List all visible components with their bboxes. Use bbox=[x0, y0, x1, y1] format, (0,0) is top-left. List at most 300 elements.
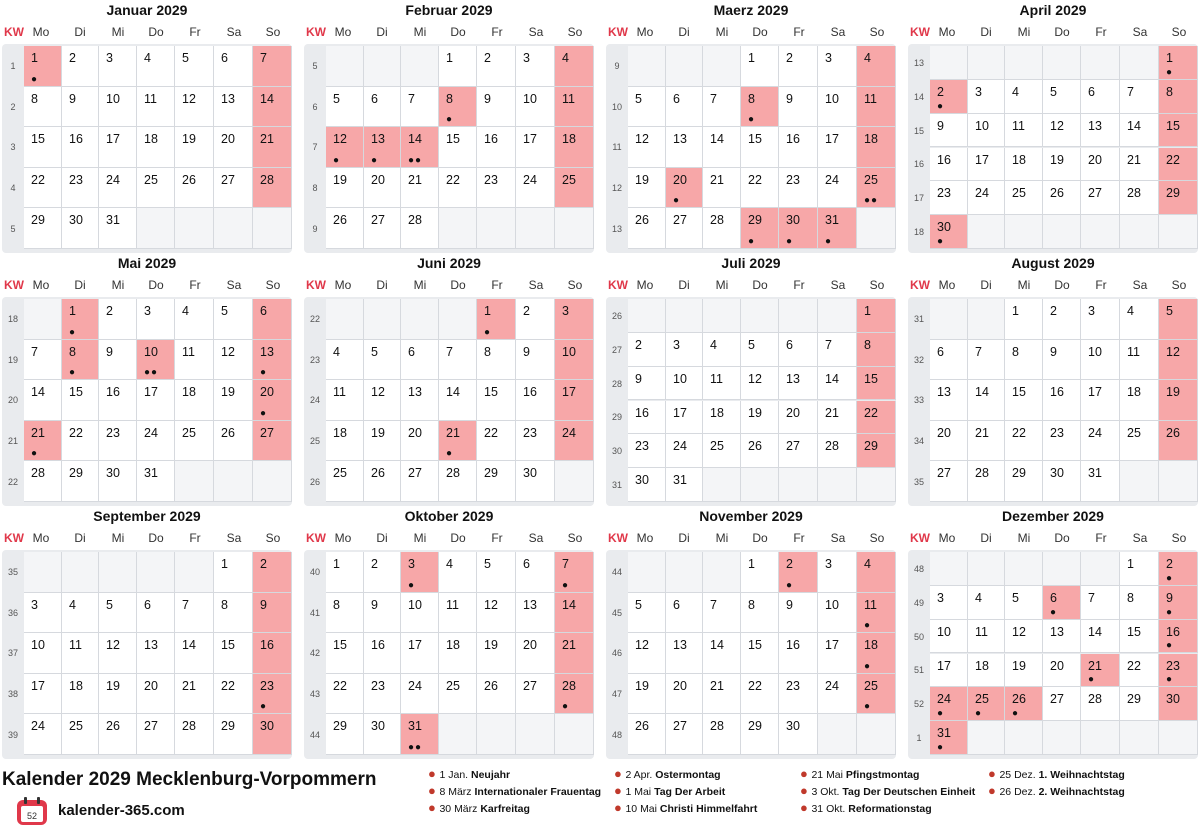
day-cell bbox=[1043, 80, 1081, 114]
weekday-header: Fr bbox=[491, 278, 503, 292]
day-number: 23 bbox=[786, 172, 800, 187]
empty-cell bbox=[779, 299, 818, 333]
week-number: 5 bbox=[10, 223, 16, 234]
day-number: 22 bbox=[221, 678, 235, 693]
day-number: 5 bbox=[182, 51, 189, 65]
day-cell bbox=[253, 87, 292, 128]
day-number: 5 bbox=[106, 597, 113, 612]
day-number: 31 bbox=[106, 213, 120, 228]
day-number: 16 bbox=[371, 638, 385, 653]
day-number: 16 bbox=[69, 132, 83, 147]
day-cell bbox=[477, 168, 516, 209]
empty-cell bbox=[968, 46, 1005, 80]
week-number-header: KW bbox=[910, 531, 930, 545]
day-number: 6 bbox=[260, 304, 267, 318]
week-number: 12 bbox=[611, 183, 622, 194]
weekday-header: Sa bbox=[1132, 278, 1148, 292]
day-cell bbox=[99, 461, 137, 502]
day-cell bbox=[62, 340, 99, 381]
day-cell bbox=[62, 208, 99, 249]
day-number: 1 bbox=[1166, 51, 1173, 65]
empty-cell bbox=[477, 714, 516, 755]
day-cell bbox=[1043, 461, 1081, 502]
day-cell bbox=[555, 299, 594, 340]
day-number: 18 bbox=[144, 132, 158, 147]
day-cell bbox=[555, 87, 594, 128]
day-number: 23 bbox=[1050, 425, 1064, 440]
empty-cell bbox=[968, 721, 1005, 755]
week-number: 51 bbox=[913, 665, 924, 676]
day-cell bbox=[1159, 114, 1198, 148]
day-number: 17 bbox=[937, 658, 951, 673]
day-number: 18 bbox=[333, 425, 347, 440]
day-cell bbox=[741, 714, 779, 755]
day-cell bbox=[1081, 461, 1120, 502]
holiday-item bbox=[428, 767, 510, 782]
week-number: 2 bbox=[10, 101, 16, 112]
day-cell bbox=[1005, 620, 1043, 654]
day-number: 1 bbox=[484, 304, 491, 318]
day-cell bbox=[253, 674, 292, 715]
weekday-header: Mi bbox=[111, 531, 125, 545]
day-number: 16 bbox=[523, 385, 537, 400]
weekday-header: So bbox=[265, 278, 281, 292]
week-number: 34 bbox=[913, 436, 924, 447]
day-cell bbox=[401, 208, 439, 249]
day-number: 1 bbox=[446, 51, 453, 65]
month-grid bbox=[606, 297, 896, 506]
day-cell bbox=[1043, 687, 1081, 721]
day-cell bbox=[666, 714, 703, 755]
day-number: 14 bbox=[975, 385, 989, 400]
week-number: 6 bbox=[312, 101, 318, 112]
day-number: 17 bbox=[523, 132, 537, 147]
day-cell bbox=[818, 367, 857, 401]
weekday-header: So bbox=[567, 25, 583, 39]
day-number: 5 bbox=[1012, 590, 1019, 605]
bullet-icon: ● bbox=[800, 800, 812, 815]
empty-cell bbox=[214, 208, 253, 249]
weekday-header: Di bbox=[376, 531, 388, 545]
day-cell bbox=[1043, 181, 1081, 215]
day-cell bbox=[741, 127, 779, 168]
day-cell bbox=[439, 674, 477, 715]
day-number: 15 bbox=[484, 385, 498, 400]
holiday-name: Tag Der Deutschen Einheit bbox=[842, 786, 976, 798]
day-cell bbox=[930, 620, 968, 654]
day-number: 15 bbox=[748, 132, 762, 147]
empty-cell bbox=[818, 468, 857, 502]
weekday-header: So bbox=[567, 278, 583, 292]
day-cell bbox=[24, 421, 62, 462]
day-cell bbox=[477, 380, 516, 421]
empty-cell bbox=[628, 46, 666, 87]
holiday-item bbox=[614, 767, 721, 782]
day-number: 29 bbox=[333, 719, 347, 734]
day-number: 7 bbox=[260, 51, 267, 65]
day-number: 11 bbox=[333, 385, 346, 400]
day-cell bbox=[401, 127, 439, 168]
day-number: 11 bbox=[446, 597, 459, 612]
day-cell bbox=[24, 674, 62, 715]
day-number: 31 bbox=[937, 726, 951, 741]
empty-cell bbox=[175, 461, 214, 502]
day-number: 8 bbox=[484, 344, 491, 359]
day-number: 3 bbox=[1088, 304, 1095, 318]
day-number: 22 bbox=[1012, 425, 1026, 440]
day-cell bbox=[99, 714, 137, 755]
day-number: 6 bbox=[786, 337, 793, 352]
calendar-icon bbox=[16, 796, 48, 826]
day-number: 9 bbox=[523, 344, 530, 359]
weekday-header: Mi bbox=[715, 25, 729, 39]
day-number: 7 bbox=[1088, 590, 1095, 605]
day-cell bbox=[137, 299, 175, 340]
day-number: 20 bbox=[144, 678, 158, 693]
day-cell bbox=[62, 87, 99, 128]
day-cell bbox=[326, 208, 364, 249]
weekday-header: Mi bbox=[1017, 25, 1031, 39]
day-number: 28 bbox=[260, 172, 274, 187]
empty-cell bbox=[555, 461, 594, 502]
day-number: 23 bbox=[523, 425, 537, 440]
day-number: 25 bbox=[182, 425, 196, 440]
week-number-header: KW bbox=[608, 531, 628, 545]
day-number: 14 bbox=[260, 91, 274, 106]
day-number: 20 bbox=[673, 678, 687, 693]
empty-cell bbox=[1159, 721, 1198, 755]
day-number: 21 bbox=[446, 425, 460, 440]
day-number: 19 bbox=[635, 172, 649, 187]
day-cell bbox=[666, 434, 703, 468]
day-cell bbox=[24, 168, 62, 209]
day-number: 14 bbox=[1127, 118, 1141, 133]
empty-cell bbox=[741, 468, 779, 502]
day-number: 13 bbox=[1088, 118, 1102, 133]
day-number: 21 bbox=[975, 425, 989, 440]
day-cell bbox=[857, 633, 896, 674]
day-cell bbox=[326, 87, 364, 128]
day-cell bbox=[1120, 620, 1159, 654]
day-cell bbox=[818, 633, 857, 674]
day-cell bbox=[439, 87, 477, 128]
day-number: 8 bbox=[748, 91, 755, 106]
weekday-header: Sa bbox=[830, 531, 846, 545]
day-number: 25 bbox=[975, 692, 989, 707]
empty-cell bbox=[253, 208, 292, 249]
holiday-marker-icon: ● bbox=[260, 367, 268, 379]
day-number: 20 bbox=[673, 172, 687, 187]
day-number: 24 bbox=[673, 439, 687, 454]
holiday-item bbox=[428, 801, 530, 816]
holiday-name: Reformationstag bbox=[848, 803, 932, 815]
day-number: 23 bbox=[260, 678, 274, 693]
day-number: 10 bbox=[975, 118, 989, 133]
week-number: 25 bbox=[309, 436, 320, 447]
day-cell bbox=[1081, 380, 1120, 421]
day-cell bbox=[175, 87, 214, 128]
week-number-header: KW bbox=[910, 278, 930, 292]
day-number: 27 bbox=[937, 466, 951, 481]
day-number: 7 bbox=[408, 91, 415, 106]
day-cell bbox=[364, 593, 401, 634]
month-title: September 2029 bbox=[93, 508, 201, 524]
day-number: 2 bbox=[69, 51, 76, 65]
day-cell bbox=[1159, 46, 1198, 80]
day-number: 6 bbox=[523, 557, 530, 571]
day-cell bbox=[214, 714, 253, 755]
day-cell bbox=[555, 380, 594, 421]
day-cell bbox=[779, 46, 818, 87]
day-number: 2 bbox=[371, 557, 378, 571]
empty-cell bbox=[1043, 721, 1081, 755]
holiday-item bbox=[988, 784, 1125, 799]
day-number: 28 bbox=[1088, 692, 1102, 707]
day-number: 25 bbox=[69, 719, 83, 734]
day-number: 16 bbox=[1166, 624, 1180, 639]
day-cell bbox=[779, 714, 818, 755]
week-number: 26 bbox=[309, 476, 320, 487]
week-number: 39 bbox=[7, 729, 18, 740]
month-title: November 2029 bbox=[699, 508, 803, 524]
day-cell bbox=[214, 380, 253, 421]
empty-cell bbox=[175, 208, 214, 249]
site-link[interactable]: kalender-365.com bbox=[58, 802, 185, 819]
day-cell bbox=[326, 127, 364, 168]
day-cell bbox=[818, 593, 857, 634]
empty-cell bbox=[1159, 461, 1198, 502]
day-number: 30 bbox=[106, 466, 120, 481]
holiday-date: 25 Dez. bbox=[999, 769, 1036, 781]
weekday-header: Mo bbox=[32, 278, 50, 292]
day-cell bbox=[175, 674, 214, 715]
day-cell bbox=[364, 127, 401, 168]
week-number: 48 bbox=[611, 729, 622, 740]
month-calendar bbox=[606, 0, 896, 253]
day-number: 10 bbox=[523, 91, 537, 106]
weekday-header: Mo bbox=[334, 278, 352, 292]
week-number: 19 bbox=[7, 354, 18, 365]
day-number: 8 bbox=[864, 337, 871, 352]
month-calendar bbox=[304, 253, 594, 506]
day-number: 16 bbox=[1050, 385, 1064, 400]
day-cell bbox=[628, 633, 666, 674]
day-number: 3 bbox=[523, 51, 530, 65]
day-number: 6 bbox=[1050, 590, 1057, 605]
day-number: 21 bbox=[260, 132, 274, 147]
day-number: 9 bbox=[1050, 344, 1057, 359]
day-cell bbox=[1005, 148, 1043, 182]
day-cell bbox=[1120, 340, 1159, 381]
day-number: 12 bbox=[635, 638, 649, 653]
week-number: 13 bbox=[611, 223, 622, 234]
week-number: 35 bbox=[913, 476, 924, 487]
day-cell bbox=[968, 148, 1005, 182]
day-cell bbox=[24, 633, 62, 674]
day-number: 11 bbox=[864, 91, 877, 106]
day-cell bbox=[24, 340, 62, 381]
day-cell bbox=[930, 340, 968, 381]
day-cell bbox=[968, 586, 1005, 620]
day-cell bbox=[401, 168, 439, 209]
day-number: 29 bbox=[1127, 692, 1141, 707]
day-number: 4 bbox=[446, 557, 453, 571]
weekday-header: Mo bbox=[636, 531, 654, 545]
week-number: 28 bbox=[611, 378, 622, 389]
day-cell bbox=[930, 80, 968, 114]
day-cell bbox=[439, 461, 477, 502]
day-number: 23 bbox=[786, 678, 800, 693]
day-cell bbox=[857, 593, 896, 634]
day-cell bbox=[741, 674, 779, 715]
day-number: 3 bbox=[562, 304, 569, 318]
holiday-marker-icon: ● bbox=[484, 326, 492, 338]
weekday-header: Mi bbox=[413, 25, 427, 39]
day-number: 5 bbox=[635, 91, 642, 106]
day-number: 8 bbox=[748, 597, 755, 612]
day-number: 1 bbox=[1012, 304, 1019, 318]
day-cell bbox=[628, 168, 666, 209]
empty-cell bbox=[930, 46, 968, 80]
day-number: 26 bbox=[635, 719, 649, 734]
day-cell bbox=[401, 340, 439, 381]
day-cell bbox=[1081, 114, 1120, 148]
empty-cell bbox=[175, 552, 214, 593]
day-number: 23 bbox=[69, 172, 83, 187]
day-number: 19 bbox=[484, 638, 498, 653]
week-number: 9 bbox=[614, 61, 620, 72]
bullet-icon: ● bbox=[988, 766, 1000, 781]
day-number: 16 bbox=[786, 638, 800, 653]
holiday-marker-icon: ● bbox=[748, 235, 756, 247]
holiday-name: 1. Weihnachtstag bbox=[1038, 769, 1125, 781]
day-number: 24 bbox=[523, 172, 537, 187]
holiday-marker-icon: ● bbox=[937, 100, 945, 112]
day-number: 11 bbox=[182, 344, 195, 359]
weekday-header: So bbox=[1171, 278, 1187, 292]
day-number: 18 bbox=[69, 678, 83, 693]
day-cell bbox=[703, 401, 741, 435]
day-cell bbox=[628, 593, 666, 634]
day-cell bbox=[555, 421, 594, 462]
day-number: 25 bbox=[864, 172, 878, 187]
empty-cell bbox=[1005, 552, 1043, 586]
month-calendar bbox=[2, 0, 292, 253]
day-number: 10 bbox=[673, 371, 687, 386]
week-number: 3 bbox=[10, 142, 16, 153]
day-number: 23 bbox=[937, 186, 951, 201]
day-number: 11 bbox=[975, 624, 988, 639]
weekday-header: Di bbox=[74, 278, 86, 292]
day-cell bbox=[1081, 586, 1120, 620]
empty-cell bbox=[1120, 721, 1159, 755]
day-number: 18 bbox=[562, 132, 576, 147]
day-cell bbox=[137, 593, 175, 634]
day-cell bbox=[99, 208, 137, 249]
month-title: April 2029 bbox=[1019, 2, 1087, 18]
holiday-marker-icon: ● bbox=[937, 708, 945, 720]
day-cell bbox=[439, 552, 477, 593]
weekday-header: Fr bbox=[491, 531, 503, 545]
day-number: 11 bbox=[1012, 118, 1025, 133]
day-cell bbox=[857, 434, 896, 468]
month-title: Juni 2029 bbox=[417, 255, 481, 271]
day-number: 20 bbox=[260, 385, 274, 400]
day-number: 28 bbox=[446, 466, 460, 481]
empty-cell bbox=[1043, 46, 1081, 80]
day-number: 14 bbox=[408, 132, 422, 147]
day-cell bbox=[703, 333, 741, 367]
day-cell bbox=[1159, 148, 1198, 182]
week-number: 26 bbox=[611, 310, 622, 321]
month-grid bbox=[908, 44, 1198, 253]
holiday-marker-icon: ● bbox=[786, 235, 794, 247]
empty-cell bbox=[1043, 552, 1081, 586]
day-cell bbox=[24, 461, 62, 502]
day-number: 15 bbox=[1127, 624, 1141, 639]
day-cell bbox=[477, 299, 516, 340]
day-number: 8 bbox=[446, 91, 453, 106]
empty-cell bbox=[516, 714, 555, 755]
weekday-header: Di bbox=[980, 25, 992, 39]
day-number: 25 bbox=[1127, 425, 1141, 440]
day-cell bbox=[741, 552, 779, 593]
day-cell bbox=[477, 461, 516, 502]
day-number: 3 bbox=[31, 597, 38, 612]
day-cell bbox=[930, 181, 968, 215]
day-number: 18 bbox=[1127, 385, 1141, 400]
day-number: 2 bbox=[1050, 304, 1057, 318]
weekday-header: So bbox=[265, 531, 281, 545]
day-cell bbox=[401, 552, 439, 593]
day-number: 6 bbox=[937, 344, 944, 359]
day-number: 7 bbox=[975, 344, 982, 359]
weekday-header: Do bbox=[1054, 531, 1070, 545]
day-cell bbox=[1120, 586, 1159, 620]
day-number: 27 bbox=[673, 213, 687, 228]
week-number: 4 bbox=[10, 183, 16, 194]
day-cell bbox=[1159, 181, 1198, 215]
empty-cell bbox=[857, 714, 896, 755]
day-cell bbox=[741, 633, 779, 674]
day-cell bbox=[779, 434, 818, 468]
day-cell bbox=[779, 552, 818, 593]
day-cell bbox=[779, 87, 818, 128]
day-cell bbox=[1043, 421, 1081, 462]
day-cell bbox=[741, 593, 779, 634]
weekday-header: Mi bbox=[715, 278, 729, 292]
day-cell bbox=[741, 208, 779, 249]
day-number: 11 bbox=[562, 91, 575, 106]
day-number: 4 bbox=[144, 51, 151, 65]
day-cell bbox=[99, 380, 137, 421]
day-cell bbox=[968, 181, 1005, 215]
weekday-header: Sa bbox=[830, 25, 846, 39]
day-number: 19 bbox=[635, 678, 649, 693]
holiday-marker-icon: ● bbox=[1012, 708, 1020, 720]
day-number: 27 bbox=[144, 719, 158, 734]
day-number: 30 bbox=[1050, 466, 1064, 481]
day-cell bbox=[99, 127, 137, 168]
week-number: 9 bbox=[312, 223, 318, 234]
holiday-item bbox=[614, 801, 757, 816]
empty-cell bbox=[968, 552, 1005, 586]
day-cell bbox=[439, 380, 477, 421]
day-cell bbox=[516, 127, 555, 168]
day-cell bbox=[968, 620, 1005, 654]
day-cell bbox=[516, 461, 555, 502]
day-number: 22 bbox=[748, 172, 762, 187]
